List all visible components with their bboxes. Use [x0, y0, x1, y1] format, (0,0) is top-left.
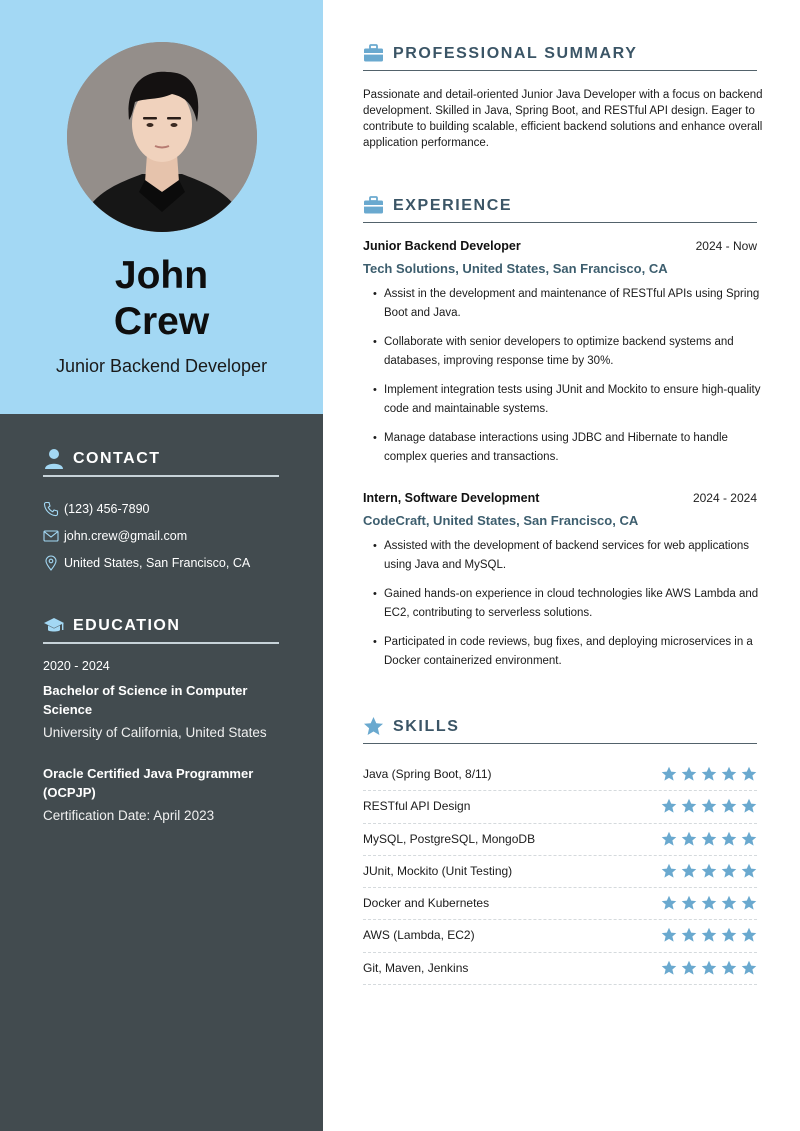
- skill-rating: [661, 798, 757, 814]
- job-bullet: • Gained hands-on experience in cloud technologies like AWS Lambda and EC2, contributing to serverless solutions.: [373, 585, 773, 623]
- job-company: Tech Solutions, United States, San Francisco, CA: [363, 261, 668, 276]
- job-bullet: • Participated in code reviews, bug fixes, and deploying microservices in a Docker containerized environment.: [373, 633, 773, 671]
- phone-text: (123) 456-7890: [64, 502, 150, 516]
- profile-header: [0, 0, 323, 414]
- contact-heading: [43, 445, 279, 477]
- last-name: Crew: [113, 300, 210, 343]
- certification-name: Oracle Certified Java Programmer (OCPJP): [43, 766, 254, 800]
- star-icon: [661, 863, 677, 879]
- skill-rating: [661, 895, 757, 911]
- person-icon: [43, 448, 65, 470]
- job-date: 2024 - Now: [695, 239, 757, 253]
- skill-name: Git, Maven, Jenkins: [363, 960, 469, 975]
- star-icon: [363, 716, 384, 737]
- star-icon: [701, 863, 717, 879]
- skill-rating: [661, 863, 757, 879]
- skills-heading-label: SKILLS: [393, 718, 460, 735]
- star-icon: [721, 863, 737, 879]
- graduation-cap-icon: [43, 615, 65, 637]
- star-icon: [681, 863, 697, 879]
- briefcase-icon: [363, 43, 384, 64]
- summary-heading: [363, 41, 757, 71]
- skill-name: RESTful API Design: [363, 799, 471, 814]
- education-school: University of California, United States: [43, 725, 267, 740]
- location-text: United States, San Francisco, CA: [64, 556, 251, 570]
- star-icon: [661, 960, 677, 976]
- contact-phone: [43, 501, 303, 519]
- star-icon: [661, 927, 677, 943]
- star-icon: [721, 831, 737, 847]
- star-icon: [741, 895, 757, 911]
- contact-location: [43, 555, 303, 573]
- star-icon: [741, 927, 757, 943]
- sidebar: [0, 0, 323, 1131]
- star-icon: [741, 798, 757, 814]
- skill-rating: [661, 960, 757, 976]
- star-icon: [721, 766, 737, 782]
- skill-rating: [661, 766, 757, 782]
- star-icon: [701, 927, 717, 943]
- star-icon: [661, 766, 677, 782]
- contact-heading-label: CONTACT: [73, 450, 161, 467]
- star-icon: [721, 960, 737, 976]
- star-icon: [681, 895, 697, 911]
- star-icon: [681, 831, 697, 847]
- skill-name: Java (Spring Boot, 8/11): [363, 767, 492, 781]
- skill-name: MySQL, PostgreSQL, MongoDB: [363, 831, 536, 846]
- star-icon: [741, 831, 757, 847]
- skill-rating: [661, 927, 757, 943]
- job-bullet: • Collaborate with senior developers to optimize backend systems and databases, improving response time by 30%.: [373, 333, 773, 371]
- star-icon: [681, 766, 697, 782]
- job-bullets: [373, 285, 773, 477]
- job-bullets: [373, 537, 773, 681]
- first-name: John: [114, 254, 209, 297]
- star-icon: [701, 798, 717, 814]
- star-icon: [721, 798, 737, 814]
- star-icon: [741, 863, 757, 879]
- job-title: Junior Backend Developer: [55, 356, 268, 376]
- star-icon: [701, 895, 717, 911]
- mail-icon: [43, 528, 59, 544]
- job-bullet: • Manage database interactions using JDBC and Hibernate to handle complex queries and transactions.: [373, 429, 773, 467]
- job-bullet: • Assist in the development and maintenance of RESTful APIs using Spring Boot and Java.: [373, 285, 773, 323]
- education-heading-label: EDUCATION: [73, 617, 181, 634]
- profile-photo: [67, 42, 257, 232]
- education-date: 2020 - 2024: [43, 659, 110, 673]
- experience-heading: [363, 193, 757, 223]
- summary-heading-label: PROFESSIONAL SUMMARY: [393, 45, 638, 62]
- skill-row: [363, 791, 757, 823]
- education-heading: [43, 612, 279, 644]
- skills-heading: [363, 714, 757, 744]
- star-icon: [721, 895, 737, 911]
- job-role: Intern, Software Development: [363, 491, 540, 505]
- star-icon: [661, 798, 677, 814]
- summary-text: Passionate and detail-oriented Junior Java Developer with a focus on backend development. Skilled in Java, Spring Boot, and RESTful API design. Eager to contribute to building scalable, efficient backend solutions and enhance overall application performance.: [363, 89, 763, 149]
- experience-heading-label: EXPERIENCE: [393, 197, 513, 214]
- email-text: john.crew@gmail.com: [64, 529, 188, 543]
- job-bullet: • Assisted with the development of backend services for web applications using Java and MySQL.: [373, 537, 773, 575]
- certification-date: Certification Date: April 2023: [43, 808, 215, 823]
- star-icon: [681, 960, 697, 976]
- skill-row: [363, 856, 757, 888]
- skill-row: [363, 759, 757, 791]
- star-icon: [701, 766, 717, 782]
- skill-row: [363, 888, 757, 920]
- job-company: CodeCraft, United States, San Francisco, CA: [363, 513, 639, 528]
- skill-row: [363, 920, 757, 952]
- star-icon: [741, 960, 757, 976]
- star-icon: [701, 831, 717, 847]
- phone-icon: [43, 501, 59, 517]
- star-icon: [721, 927, 737, 943]
- star-icon: [681, 798, 697, 814]
- skill-rating: [661, 831, 757, 847]
- star-icon: [661, 831, 677, 847]
- skill-name: AWS (Lambda, EC2): [363, 928, 475, 943]
- job-role: Junior Backend Developer: [363, 239, 521, 253]
- skill-name: Docker and Kubernetes: [363, 896, 490, 911]
- skill-row: [363, 953, 757, 985]
- star-icon: [661, 895, 677, 911]
- skill-name: JUnit, Mockito (Unit Testing): [363, 863, 513, 878]
- star-icon: [741, 766, 757, 782]
- location-pin-icon: [43, 555, 59, 571]
- skill-row: [363, 824, 757, 856]
- star-icon: [681, 927, 697, 943]
- education-degree: Bachelor of Science in Computer Science: [43, 683, 248, 717]
- briefcase-icon: [363, 195, 384, 216]
- star-icon: [701, 960, 717, 976]
- contact-email: [43, 528, 303, 546]
- job-bullet: • Implement integration tests using JUnit and Mockito to ensure high-quality code and maintainable systems.: [373, 381, 773, 419]
- skills-list: [363, 759, 757, 985]
- job-date: 2024 - 2024: [692, 491, 757, 505]
